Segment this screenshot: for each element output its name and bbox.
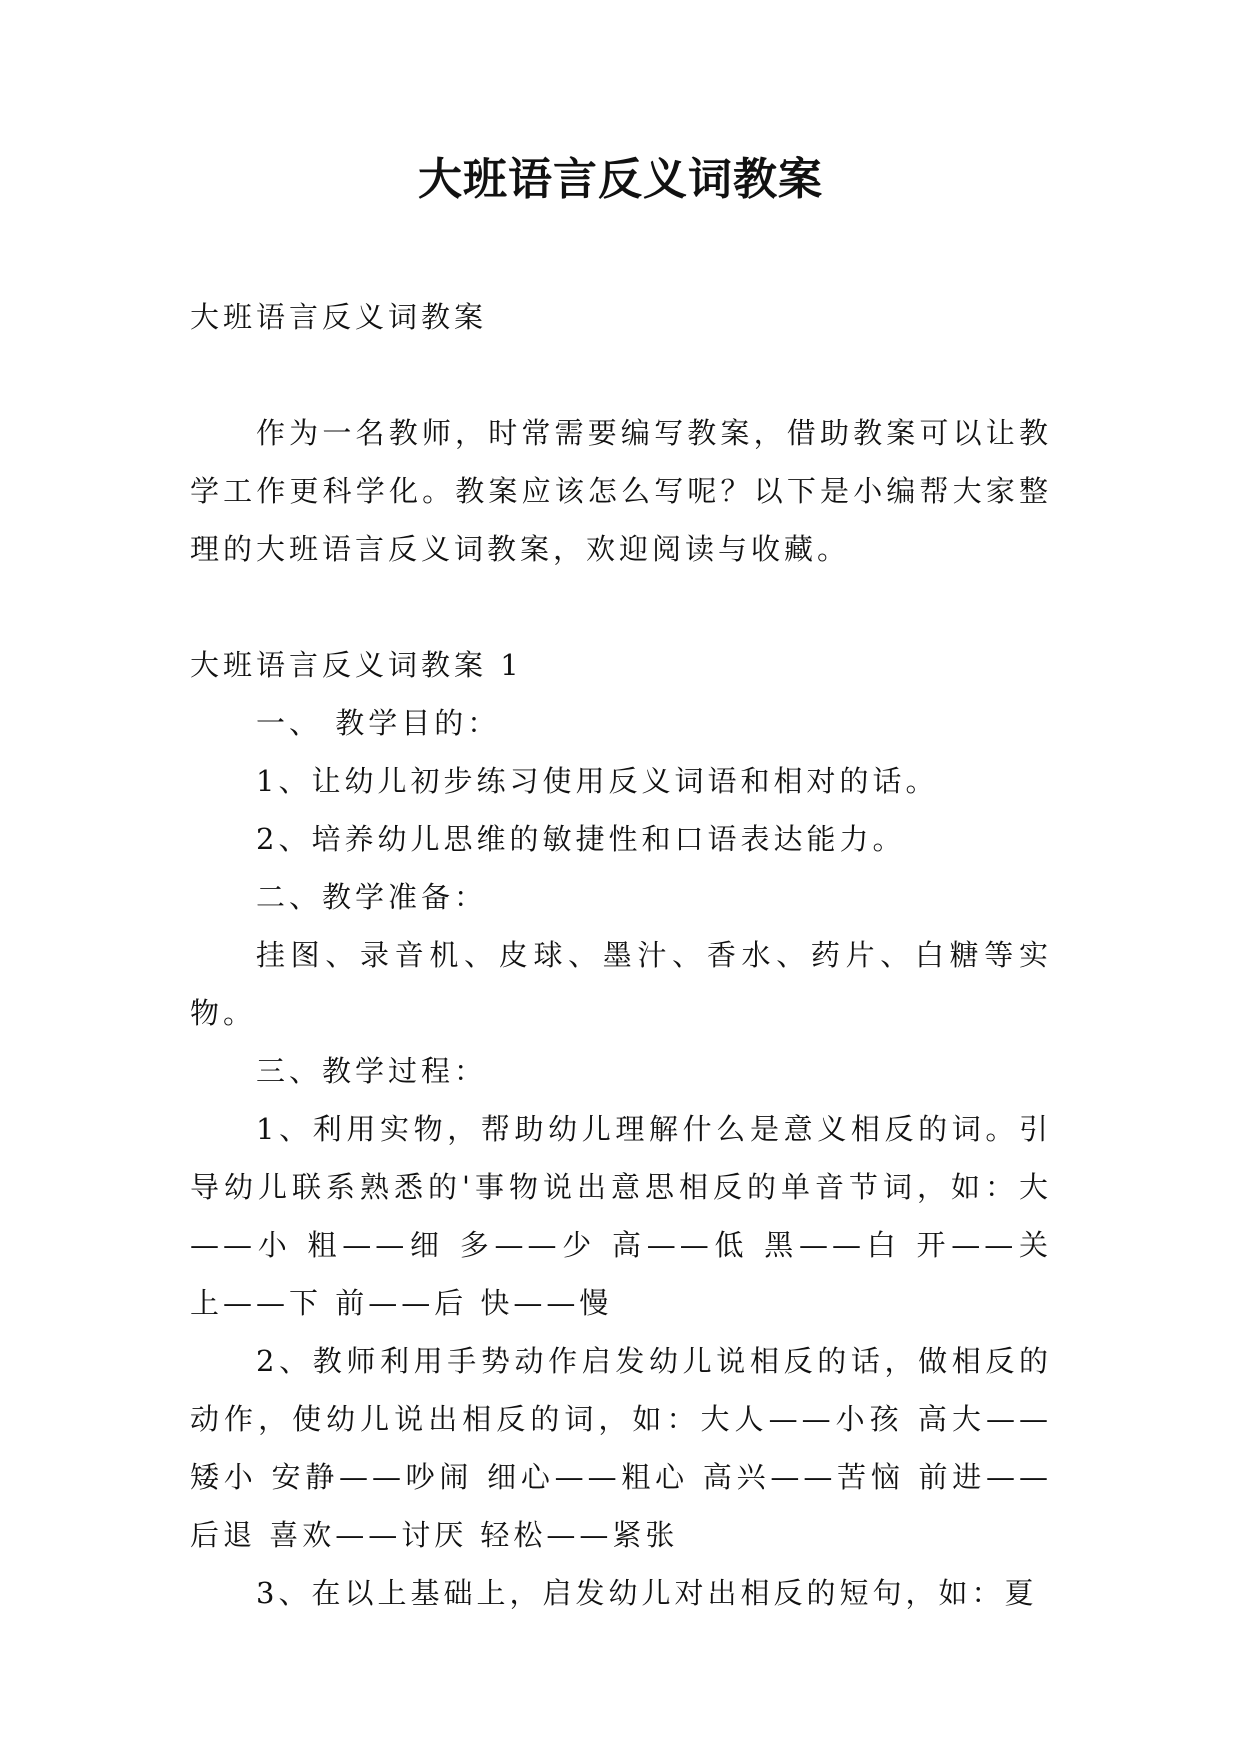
process-heading: 三、教学过程：	[256, 1054, 488, 1088]
process-step-2: 2、教师利用手势动作启发幼儿说相反的话，做相反的动作，使幼儿说出相反的词，如：大人——小孩 高大——矮小 安静——吵闹 细心——粗心 高兴——苦恼 前进——后退 喜欢——讨厌 轻松——紧张	[190, 1344, 1052, 1552]
prep-heading: 二、教学准备：	[256, 880, 488, 914]
document-subtitle: 大班语言反义词教案	[190, 300, 488, 334]
document-body	[190, 288, 1052, 1622]
process-step-1: 1、利用实物，帮助幼儿理解什么是意义相反的词。引导幼儿联系熟悉的'事物说出意思相反的单音节词，如：大——小 粗——细 多——少 高——低 黑——白 开——关 上——下 前——后 快——慢	[190, 1112, 1052, 1320]
goal-item-1: 1、让幼儿初步练习使用反义词语和相对的话。	[256, 764, 939, 798]
section-heading: 大班语言反义词教案 1	[190, 648, 523, 682]
goal-item-2: 2、培养幼儿思维的敏捷性和口语表达能力。	[256, 822, 906, 856]
prep-text: 挂图、录音机、皮球、墨汁、香水、药片、白糖等实物。	[190, 938, 1052, 1030]
intro-paragraph: 作为一名教师，时常需要编写教案，借助教案可以让教学工作更科学化。教案应该怎么写呢？以下是小编帮大家整理的大班语言反义词教案，欢迎阅读与收藏。	[190, 416, 1052, 566]
goals-heading: 一、 教学目的：	[256, 706, 501, 740]
process-step-3: 3、在以上基础上，启发幼儿对出相反的短句，如：夏	[256, 1576, 1038, 1610]
document-title: 大班语言反义词教案	[418, 154, 823, 205]
